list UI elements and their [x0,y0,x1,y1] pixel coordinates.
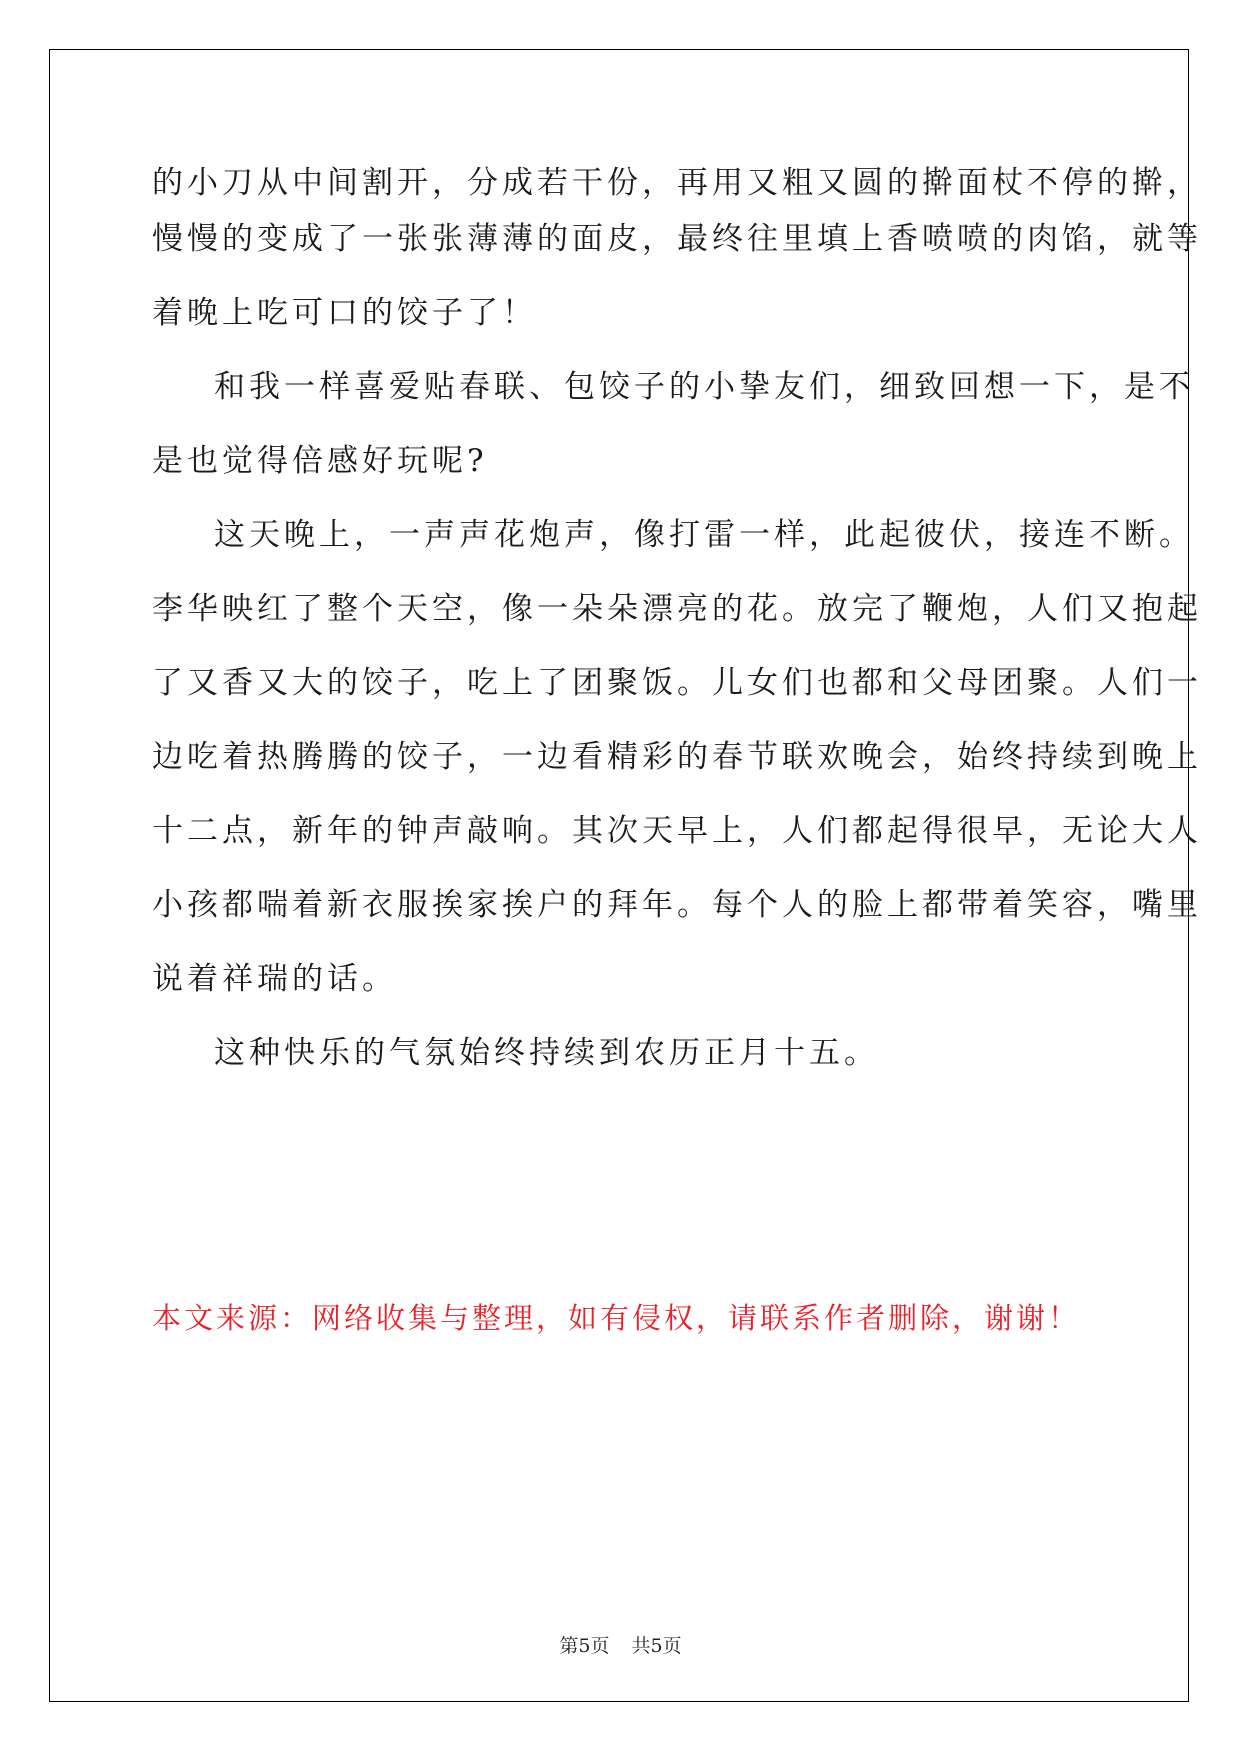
paragraph-start-line: 这种快乐的气氛始终持续到农历正月十五。 [214,1035,879,1071]
body-line: 边吃着热腾腾的饺子，一边看精彩的春节联欢晚会，始终持续到晚上 [152,739,1202,775]
body-line: 是也觉得倍感好玩呢? [152,443,488,479]
body-line: 了又香又大的饺子，吃上了团聚饭。儿女们也都和父母团聚。人们一 [152,665,1202,701]
paragraph-start-line: 这天晚上，一声声花炮声，像打雷一样，此起彼伏，接连不断。 [214,517,1194,553]
paragraph-start-line: 和我一样喜爱贴春联、包饺子的小挚友们，细致回想一下，是不 [214,369,1194,405]
body-line: 说着祥瑞的话。 [152,961,397,997]
body-line: 小孩都喘着新衣服挨家挨户的拜年。每个人的脸上都带着笑容，嘴里 [152,887,1202,923]
current-page-number: 第5页 [559,1635,610,1657]
document-body [152,164,1202,1090]
page-footer [0,1631,1241,1658]
source-disclaimer: 本文来源：网络收集与整理，如有侵权，请联系作者删除，谢谢！ [152,1301,1081,1335]
body-line: 慢慢的变成了一张张薄薄的面皮，最终往里填上香喷喷的肉馅，就等 [152,221,1202,257]
body-line: 十二点，新年的钟声敲响。其次天早上，人们都起得很早，无论大人 [152,813,1202,849]
body-line: 李华映红了整个天空，像一朵朵漂亮的花。放完了鞭炮，人们又抱起 [152,591,1202,627]
total-page-count: 共5页 [631,1635,682,1657]
body-line: 的小刀从中间割开，分成若干份，再用又粗又圆的擀面杖不停的擀， [152,165,1202,201]
body-line: 着晚上吃可口的饺子了！ [152,295,537,331]
